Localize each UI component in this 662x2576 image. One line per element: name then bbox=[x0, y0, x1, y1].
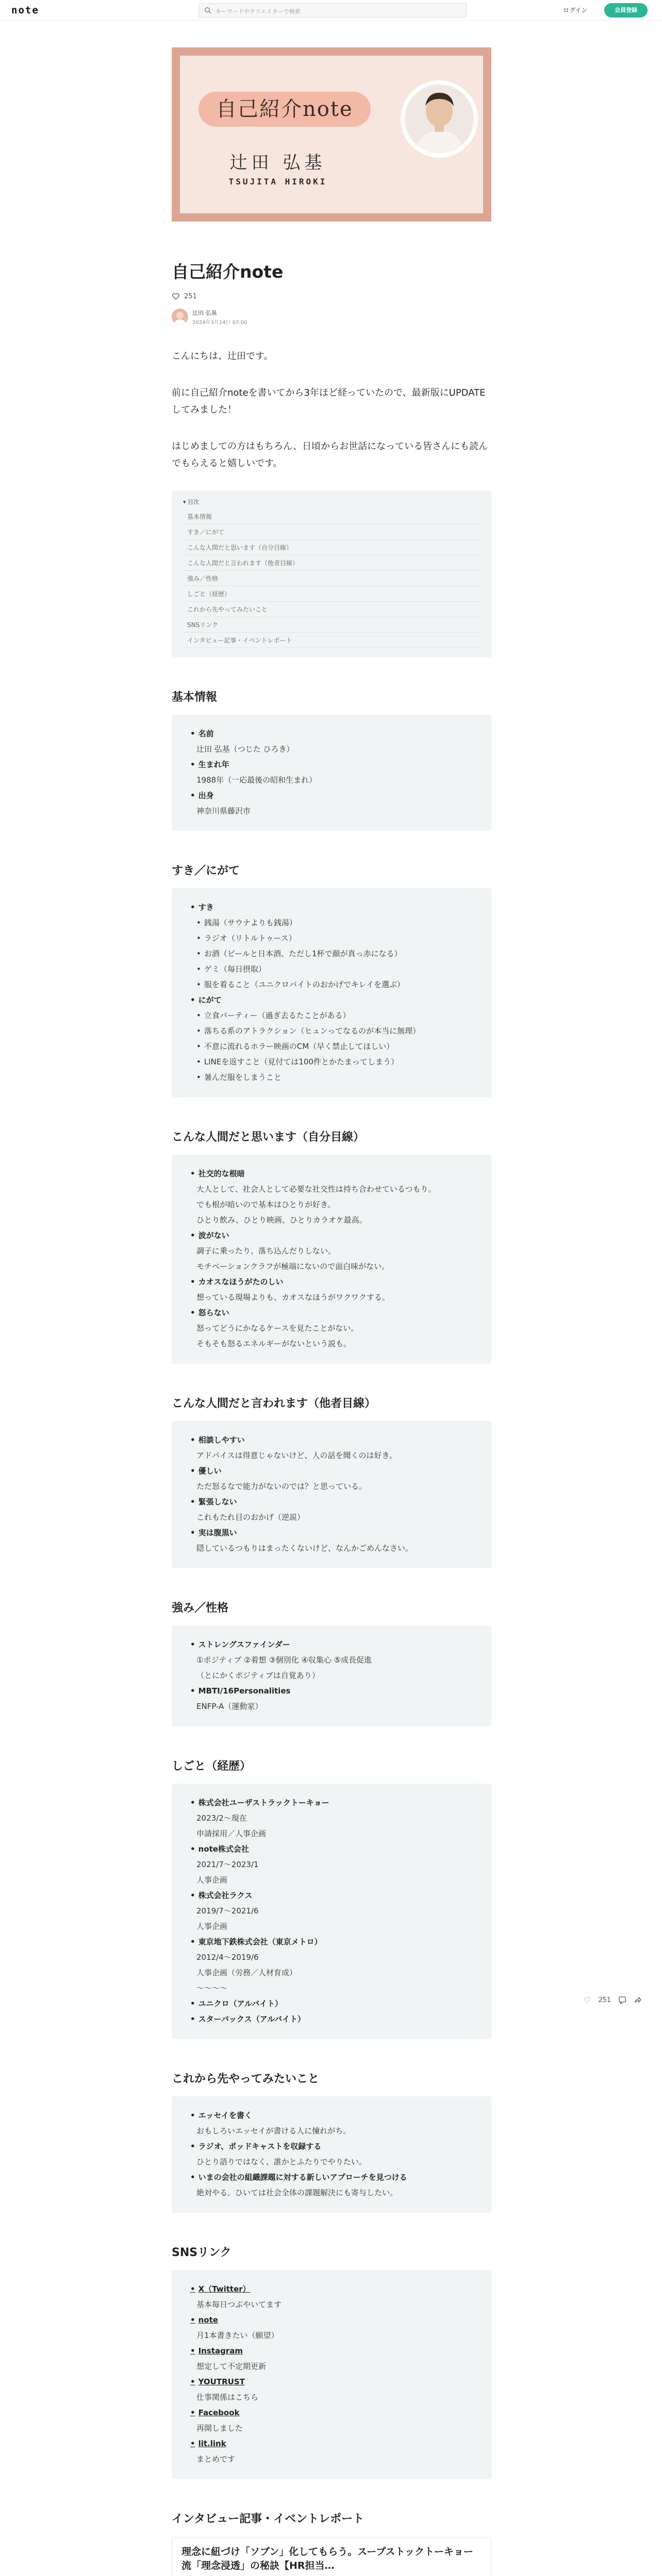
author-portrait bbox=[401, 80, 478, 158]
section-box-sns bbox=[172, 2270, 491, 2479]
section-box-likes bbox=[172, 888, 491, 1097]
section-heading-basic: 基本情報 bbox=[172, 691, 218, 704]
section-box-career bbox=[172, 1784, 491, 2039]
table-of-contents bbox=[172, 490, 491, 657]
section-heading-sns: SNSリンク bbox=[172, 2246, 231, 2259]
list-item-text: • 服を着ること（ユニクロバイトのおかげでキレイを選ぶ） bbox=[190, 977, 473, 992]
list-item-text: 申請採用／人事企画 bbox=[196, 1829, 267, 1838]
author-block[interactable] bbox=[172, 308, 491, 326]
toc-item[interactable]: SNSリンク bbox=[183, 617, 480, 633]
list-item-text: ENFP-A（運動家） bbox=[196, 1702, 263, 1711]
list-item-text: • お酒（ビールと日本酒、ただし1杯で顔が真っ赤になる） bbox=[190, 946, 473, 961]
embed-title[interactable]: 理念に紐づけ「ソブン」化してもらう。スープストックトーキョー流「理念浸透」の秘訣【HR担当… bbox=[181, 2546, 474, 2571]
floating-action-bar bbox=[584, 1994, 646, 2006]
list-item-text: 神奈川県藤沢市 bbox=[196, 806, 251, 816]
list-item-heading: • 波がない bbox=[190, 1228, 473, 1243]
list-item-heading: • すき bbox=[190, 900, 473, 915]
section-heading-others: こんな人間だと言われます（他者目線） bbox=[172, 1397, 376, 1410]
list-item-heading: • 相談しやすい bbox=[190, 1432, 473, 1448]
list-item-heading: • MBTI/16Personalities bbox=[190, 1683, 473, 1699]
section-box-future bbox=[172, 2096, 491, 2213]
list-item-heading: • 緊張しない bbox=[190, 1494, 473, 1510]
list-item-heading: • スターバックス（アルバイト） bbox=[190, 2011, 473, 2027]
list-item-text: ひとり飲み、ひとり映画、ひとりカラオケ最高。 bbox=[196, 1215, 367, 1225]
list-item-text: まとめです bbox=[196, 2454, 236, 2464]
toc-item[interactable]: 強み／性格 bbox=[183, 571, 480, 586]
toc-list bbox=[183, 509, 480, 648]
hero-inner-panel bbox=[180, 56, 483, 213]
search-box[interactable] bbox=[198, 3, 467, 18]
list-item-heading[interactable]: • Facebook bbox=[190, 2405, 473, 2420]
list-item-heading: • ユニクロ（アルバイト） bbox=[190, 1996, 473, 2011]
list-item-text: 2019/7〜2021/6 bbox=[196, 1906, 259, 1916]
chevron-down-icon: ▾ bbox=[183, 499, 188, 505]
list-item-heading: • ストレングスファインダー bbox=[190, 1637, 473, 1652]
list-item-heading: • ラジオ、ポッドキャストを収録する bbox=[190, 2139, 473, 2154]
list-item-text: おもしろいエッセイが書ける人に憧れがち。 bbox=[196, 2126, 351, 2136]
hero-title: 自己紹介note bbox=[198, 92, 371, 127]
list-item-heading: • カオスなほうがたのしい bbox=[190, 1274, 473, 1290]
list-item-text: 想っている現場よりも、カオスなほうがワクワクする。 bbox=[196, 1293, 390, 1302]
toc-item[interactable]: インタビュー記事・イベントレポート bbox=[183, 633, 480, 648]
list-item-text: 仕事関係はこちら bbox=[196, 2393, 259, 2402]
list-item-text: 〜〜〜〜 bbox=[196, 1984, 228, 1993]
list-item-heading: • 株式会社ユーザストラックトーキョー bbox=[190, 1795, 473, 1810]
article-column bbox=[172, 47, 491, 2576]
search-icon bbox=[204, 7, 212, 14]
list-item-text: 調子に乗ったり、落ち込んだりしない。 bbox=[196, 1246, 336, 1256]
list-item-text: • ゲミ（毎日摂取） bbox=[190, 961, 473, 977]
publish-date: 2024年3月14日 07:00 bbox=[192, 320, 247, 326]
list-item-text: 怒ってどうにかなるケースを見たことがない。 bbox=[196, 1324, 359, 1333]
top-nav-bar bbox=[0, 0, 662, 21]
section-box-basic bbox=[172, 715, 491, 831]
intro-paragraph-3: はじめましての方はもちろん、日頃からお世話になっている皆さんにも読んでもらえると嬉しいです。 bbox=[172, 441, 488, 469]
hero-name: 辻田 弘基 bbox=[229, 152, 326, 173]
list-item-text: 2012/4〜2019/6 bbox=[196, 1953, 259, 1962]
list-item-text: 1988年（一応最後の昭和生まれ） bbox=[196, 775, 317, 785]
toc-heading[interactable]: ▾ 目次 bbox=[183, 499, 200, 505]
list-item-text: ひとり語りではなく、誰かとふたりでやりたい。 bbox=[196, 2157, 367, 2166]
list-item-text: 隠しているつもりはまったくないけど、なんかごめんなさい。 bbox=[196, 1544, 413, 1553]
embedded-note-card[interactable] bbox=[172, 2537, 491, 2576]
list-item-heading[interactable]: • Instagram bbox=[190, 2343, 473, 2359]
heart-icon[interactable] bbox=[172, 292, 180, 300]
share-icon[interactable] bbox=[634, 1996, 642, 2004]
intro-paragraph-1: こんにちは、辻田です。 bbox=[172, 351, 273, 362]
toc-item[interactable]: こんな人間だと言われます（他者目線） bbox=[183, 555, 480, 571]
list-item-text: モチベーションクラフが極端にないので面白味がない。 bbox=[196, 1262, 390, 1271]
section-heading-career: しごと（経歴） bbox=[172, 1760, 252, 1773]
list-item-heading: • 株式会社ラクス bbox=[190, 1888, 473, 1903]
list-item-text: • 落ちる系のアトラクション（ヒュンってなるのが本当に無理） bbox=[190, 1023, 473, 1039]
toc-item[interactable]: すき／にがて bbox=[183, 524, 480, 540]
search-placeholder: キーワードやクリエイターで検索 bbox=[216, 8, 301, 15]
section-box-self bbox=[172, 1155, 491, 1364]
portrait-illustration bbox=[405, 84, 474, 154]
list-item-text: 人事企画（労務／人材育成） bbox=[196, 1968, 297, 1977]
section-heading-self: こんな人間だと思います（自分目線） bbox=[172, 1131, 365, 1144]
section-heading-likes: すき／にがて bbox=[172, 865, 240, 877]
list-item-text: 想定して不定期更新 bbox=[196, 2362, 267, 2371]
list-item-text: • ラジオ（リトルトゥース） bbox=[190, 930, 473, 946]
comment-icon[interactable] bbox=[618, 1996, 626, 2004]
list-item-text: 基本毎日つぶやいてます bbox=[196, 2300, 282, 2309]
like-row bbox=[172, 291, 491, 301]
note-logo[interactable]: note bbox=[11, 5, 39, 16]
list-item-heading: • 東京地下鉄株式会社（東京メトロ） bbox=[190, 1934, 473, 1950]
list-item-text: ただ怒るなで能力がないのでは？と思っている。 bbox=[196, 1482, 367, 1491]
list-item-text: • 暑んだ服をしまうこと bbox=[190, 1070, 473, 1085]
section-box-others bbox=[172, 1421, 491, 1568]
intro-paragraph-2: 前に自己紹介noteを書いてから3年ほど経っていたので、最新版にUPDATEしてみました！ bbox=[172, 387, 486, 415]
list-item-text: そもそも怒るエネルギーがないという説も。 bbox=[196, 1339, 352, 1348]
author-avatar[interactable] bbox=[172, 309, 188, 325]
list-item-text: • LINEを返すこと（見付ては100件とかたまってしまう） bbox=[190, 1054, 473, 1070]
hero-image bbox=[172, 47, 491, 222]
list-item-heading: • にがて bbox=[190, 992, 473, 1008]
like-count: 251 bbox=[184, 292, 197, 300]
toc-item[interactable]: しごと（経歴） bbox=[183, 586, 480, 602]
list-item-heading: • 出身 bbox=[190, 788, 473, 803]
list-item-heading[interactable]: • lit.link bbox=[190, 2436, 473, 2451]
article-title: 自己紹介note bbox=[172, 262, 284, 282]
list-item-text: • 不意に流れるホラー映画のCM（早く禁止してほしい） bbox=[190, 1039, 473, 1054]
section-heading-strengths: 強み／性格 bbox=[172, 1602, 229, 1615]
list-item-heading: • 生まれ年 bbox=[190, 757, 473, 772]
list-item-text: 人事企画 bbox=[196, 1875, 228, 1885]
list-item-text: 人事企画 bbox=[196, 1922, 228, 1931]
section-box-strengths bbox=[172, 1625, 491, 1726]
list-item-heading: • いまの会社の組織課題に対する新しいアプローチを見つける bbox=[190, 2170, 473, 2185]
list-item-heading: • 社交的な根暗 bbox=[190, 1166, 473, 1181]
list-item-heading[interactable]: • X（Twitter） bbox=[190, 2281, 473, 2297]
list-item-text: 再開しました bbox=[196, 2424, 243, 2433]
section-heading-interviews: インタビュー記事・イベントレポート bbox=[172, 2513, 365, 2526]
list-item-text: アドバイスは得意じゃないけど、人の話を聞くのは好き。 bbox=[196, 1451, 397, 1460]
list-item-heading: • 優しい bbox=[190, 1463, 473, 1479]
author-name[interactable]: 辻田 弘基 bbox=[192, 310, 217, 316]
list-item-heading: • エッセイを書く bbox=[190, 2108, 473, 2123]
signup-button[interactable]: 会員登録 bbox=[604, 3, 648, 18]
list-item-text: ①ポジティブ ②着想 ③個別化 ④収集心 ⑤成長促進 bbox=[196, 1655, 372, 1665]
list-item-text: • 立食パーティー（過ぎ去るたことがある） bbox=[190, 1008, 473, 1023]
list-item-heading[interactable]: • note bbox=[190, 2312, 473, 2328]
list-item-text: 大人として、社会人として必要な社交性は持ち合わせているつもり。 bbox=[196, 1184, 436, 1194]
side-like-count: 251 bbox=[598, 1996, 611, 2004]
section-heading-future: これから先やってみたいこと bbox=[172, 2073, 320, 2086]
login-link[interactable]: ログイン bbox=[563, 7, 588, 14]
list-item-text: （とにかくポジティブは自覚あり） bbox=[196, 1671, 320, 1680]
list-item-heading: • 怒らない bbox=[190, 1305, 473, 1320]
list-item-text: 2021/7〜2023/1 bbox=[196, 1860, 259, 1869]
list-item-text: • 銭湯（サウナよりも銭湯） bbox=[190, 915, 473, 930]
list-item-text: これもたれ目のおかげ（逆説） bbox=[196, 1513, 305, 1522]
list-item-text: 絶対やる。ひいては社会全体の課題解決にも寄与したい。 bbox=[196, 2188, 398, 2197]
list-item-text: 辻田 弘基（つじた ひろき） bbox=[196, 744, 294, 754]
hero-romaji: TSUJITA HIROKI bbox=[228, 177, 327, 187]
toc-item[interactable]: これから先やってみたいこと bbox=[183, 602, 480, 617]
toc-item[interactable]: こんな人間だと思います（自分目線） bbox=[183, 540, 480, 555]
article-sections bbox=[172, 688, 491, 2479]
list-item-text: 2023/2〜現在 bbox=[196, 1814, 247, 1823]
list-item-heading: • note株式会社 bbox=[190, 1841, 473, 1857]
list-item-heading: • 実は腹黒い bbox=[190, 1525, 473, 1540]
list-item-text: でも根が暗いので基本はひとりが好き。 bbox=[196, 1200, 336, 1209]
toc-item[interactable]: 基本情報 bbox=[183, 509, 480, 524]
heart-icon[interactable]: ♡ bbox=[584, 1995, 591, 2005]
list-item-heading: • 名前 bbox=[190, 726, 473, 741]
list-item-text: 月1本書きたい（願望） bbox=[196, 2331, 279, 2340]
list-item-heading[interactable]: • YOUTRUST bbox=[190, 2374, 473, 2389]
